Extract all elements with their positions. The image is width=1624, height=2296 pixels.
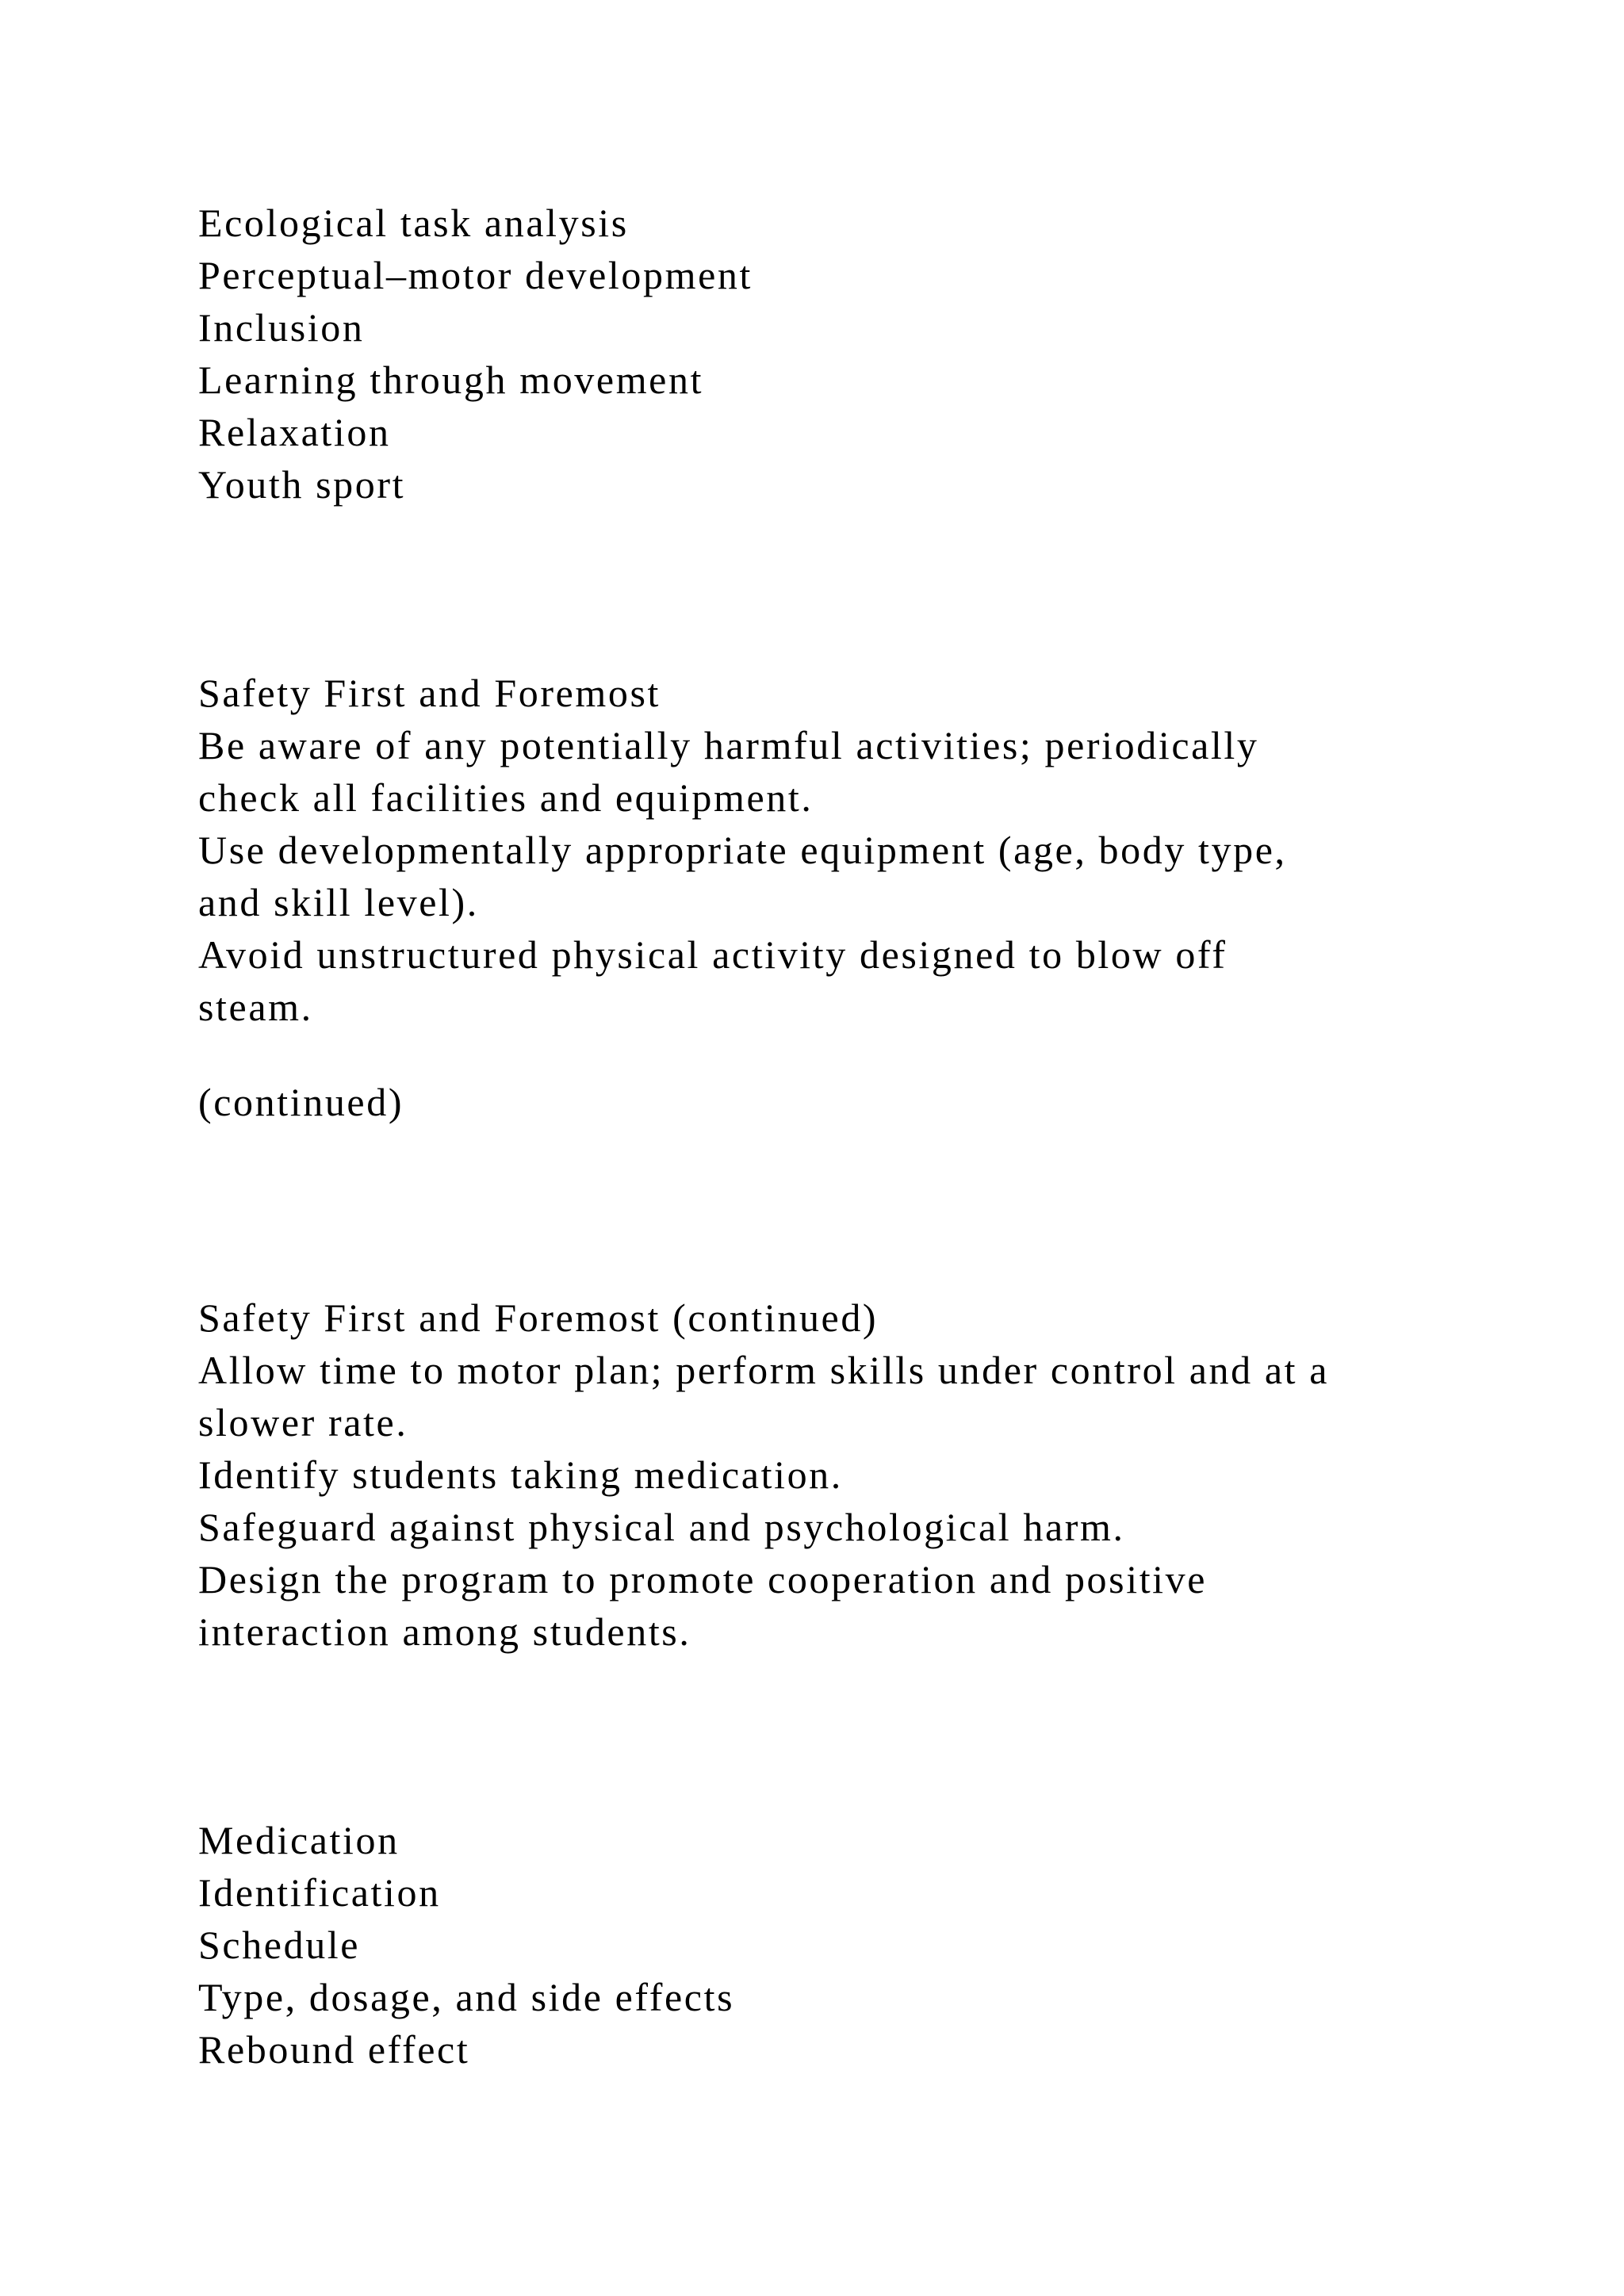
list-item: Type, dosage, and side effects <box>198 1975 735 2019</box>
section-title: Safety First and Foremost (continued) <box>198 1295 879 1340</box>
text-line: Allow time to motor plan; perform skills under control and at a <box>198 1348 1330 1392</box>
text-line: slower rate. <box>198 1400 408 1445</box>
list-item: Schedule <box>198 1923 361 1967</box>
list-item: Rebound effect <box>198 2027 470 2072</box>
topics-list <box>198 197 1467 511</box>
text-line: Design the program to promote cooperation and positive <box>198 1557 1208 1601</box>
list-item: Learning through movement <box>198 358 704 402</box>
list-item: Inclusion <box>198 305 365 350</box>
list-item: Ecological task analysis <box>198 201 629 245</box>
list-item: Relaxation <box>198 410 391 454</box>
list-item: Youth sport <box>198 462 406 507</box>
text-line: Avoid unstructured physical activity designed to blow off <box>198 932 1228 977</box>
text-line: and skill level). <box>198 880 479 924</box>
text-line: Identify students taking medication. <box>198 1452 843 1497</box>
section-title: Medication <box>198 1818 400 1862</box>
safety-first-section <box>198 667 1467 1128</box>
medication-section <box>198 1814 1467 2076</box>
text-line: Safeguard against physical and psychological harm. <box>198 1505 1125 1549</box>
text-line: interaction among students. <box>198 1609 691 1654</box>
safety-continued-section <box>198 1292 1467 1658</box>
text-line: check all facilities and equipment. <box>198 775 814 820</box>
text-line: Be aware of any potentially harmful activities; periodically <box>198 723 1259 767</box>
continued-note: (continued) <box>198 1080 404 1124</box>
section-title: Safety First and Foremost <box>198 671 661 715</box>
text-line: steam. <box>198 985 313 1029</box>
text-line: Use developmentally appropriate equipment (age, body type, <box>198 828 1287 872</box>
list-item: Perceptual–motor development <box>198 253 753 297</box>
list-item: Identification <box>198 1870 441 1915</box>
